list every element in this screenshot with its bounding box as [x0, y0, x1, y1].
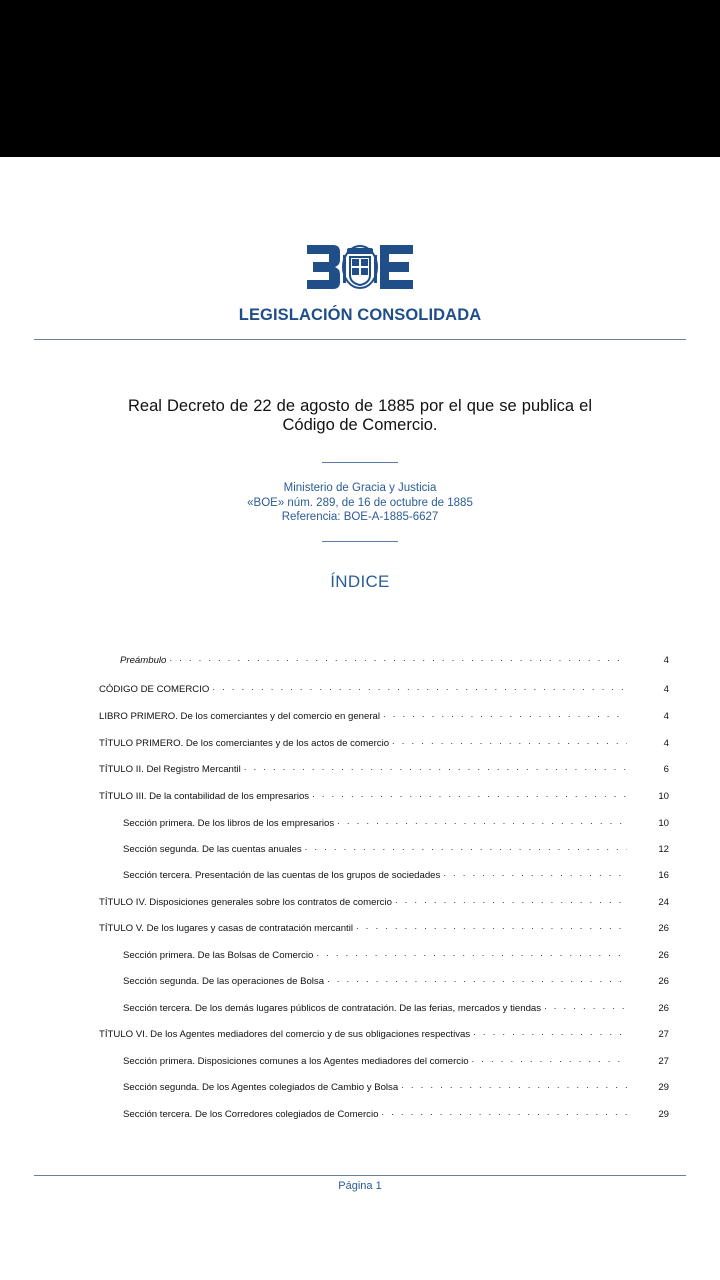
- toc-entry[interactable]: [123, 867, 669, 881]
- toc-entry[interactable]: [123, 1053, 669, 1067]
- toc-entry-page: 27: [658, 1029, 669, 1040]
- title-line-2: Código de Comercio.: [282, 416, 438, 434]
- toc-entry-page: 16: [658, 870, 669, 881]
- toc-entry-page: 26: [658, 976, 669, 987]
- toc-entry[interactable]: [99, 1026, 669, 1040]
- toc-entry-label: TÍTULO PRIMERO. De los comerciantes y de los actos de comercio: [99, 738, 390, 749]
- toc-leader: [244, 761, 627, 775]
- toc-leader: [212, 681, 627, 695]
- toc-entry-label: Sección tercera. De los Corredores colegiados de Comercio: [123, 1109, 379, 1120]
- toc-leader: [392, 735, 627, 749]
- toc-leader: [401, 1079, 627, 1093]
- toc-entry-page: 4: [663, 738, 669, 749]
- toc-entry-page: 4: [663, 655, 669, 666]
- toc-entry[interactable]: [99, 788, 669, 802]
- document-meta: [0, 481, 720, 525]
- ministry-text: Ministerio de Gracia y Justicia: [283, 482, 437, 494]
- toc-leader: [544, 1000, 627, 1014]
- boe-logo: [307, 245, 413, 289]
- toc-leader: [169, 652, 627, 666]
- toc-entry[interactable]: [99, 708, 669, 722]
- toc-entry-label: Sección tercera. Presentación de las cuentas de los grupos de sociedades: [123, 870, 441, 881]
- toc-entry-label: TÍTULO III. De la contabilidad de los empresarios: [99, 791, 310, 802]
- document-title: [128, 397, 592, 435]
- boe-ref-text: «BOE» núm. 289, de 16 de octubre de 1885: [247, 496, 473, 509]
- toc-entry-page: 10: [658, 818, 669, 829]
- toc-leader: [383, 708, 627, 722]
- toc-entry[interactable]: [99, 761, 669, 775]
- toc-entry-page: 27: [658, 1056, 669, 1067]
- toc-entry-page: 29: [658, 1082, 669, 1093]
- page-number: Página 1: [338, 1180, 382, 1192]
- toc-entry[interactable]: [123, 841, 669, 855]
- toc-entry-page: 26: [658, 950, 669, 961]
- toc-entry-label: TÍTULO V. De los lugares y casas de contratación mercantil: [99, 923, 353, 934]
- legislation-heading: LEGISLACIÓN CONSOLIDADA: [238, 306, 482, 324]
- toc-leader: [305, 841, 627, 855]
- toc-entry-label: TÍTULO IV. Disposiciones generales sobre los contratos de comercio: [99, 897, 392, 908]
- toc-entry-label: Sección segunda. De las operaciones de Bolsa: [123, 976, 325, 987]
- toc-entry[interactable]: [99, 681, 669, 695]
- toc-entry-label: CÓDIGO DE COMERCIO: [99, 684, 210, 695]
- toc-entry-page: 4: [663, 711, 669, 722]
- toc-entry[interactable]: [99, 735, 669, 749]
- toc-entry-page: 26: [658, 1003, 669, 1014]
- header-divider: [34, 339, 686, 340]
- toc-leader: [316, 947, 627, 961]
- toc-entry-page: 26: [658, 923, 669, 934]
- toc-entry[interactable]: [99, 920, 669, 934]
- toc-leader: [327, 973, 627, 987]
- toc-entry[interactable]: [123, 815, 669, 829]
- toc-leader: [337, 815, 627, 829]
- short-divider-top: [322, 462, 398, 463]
- index-title: ÍNDICE: [330, 572, 390, 591]
- toc-entry-label: TÍTULO VI. De los Agentes mediadores del comercio y de sus obligaciones respectivas: [99, 1029, 471, 1040]
- toc-leader: [356, 920, 627, 934]
- toc-entry-label: Sección primera. Disposiciones comunes a los Agentes mediadores del comercio: [123, 1056, 469, 1067]
- toc-entry-label: Sección segunda. De las cuentas anuales: [123, 844, 302, 855]
- short-divider-bottom: [322, 541, 398, 542]
- toc-entry[interactable]: [123, 973, 669, 987]
- toc-entry-label: Preámbulo: [120, 655, 167, 666]
- toc-entry[interactable]: [99, 894, 669, 908]
- toc-entry[interactable]: [123, 1000, 669, 1014]
- toc-leader: [473, 1026, 627, 1040]
- toc-entry-label: LIBRO PRIMERO. De los comerciantes y del comercio en general: [99, 711, 380, 722]
- footer-divider: [34, 1175, 686, 1176]
- toc-entry-page: 29: [658, 1109, 669, 1120]
- toc-leader: [381, 1106, 627, 1120]
- reference-text: Referencia: BOE-A-1885-6627: [281, 511, 439, 523]
- status-bar-area: [0, 0, 720, 157]
- toc-entry-page: 6: [663, 764, 669, 775]
- toc-leader: [472, 1053, 627, 1067]
- toc-entry-label: Sección primera. De los libros de los empresarios: [123, 818, 335, 829]
- toc-entry-label: Sección primera. De las Bolsas de Comercio: [123, 950, 314, 961]
- title-line-1: Real Decreto de 22 de agosto de 1885 por el que se publica el: [128, 397, 592, 415]
- toc-entry[interactable]: [123, 947, 669, 961]
- toc-leader: [312, 788, 627, 802]
- toc-entry[interactable]: [120, 652, 669, 666]
- toc-entry-label: TÍTULO II. Del Registro Mercantil: [99, 764, 241, 775]
- toc-entry-page: 12: [658, 844, 669, 855]
- toc-entry-label: Sección tercera. De los demás lugares públicos de contratación. De las ferias, mercados y tiendas: [123, 1003, 542, 1014]
- toc-entry[interactable]: [123, 1079, 669, 1093]
- toc-entry[interactable]: [123, 1106, 669, 1120]
- toc-entry-page: 4: [663, 684, 669, 695]
- toc-entry-page: 10: [658, 791, 669, 802]
- toc-leader: [443, 867, 627, 881]
- toc-leader: [395, 894, 627, 908]
- toc-entry-page: 24: [658, 897, 669, 908]
- toc-entry-label: Sección segunda. De los Agentes colegiados de Cambio y Bolsa: [123, 1082, 399, 1093]
